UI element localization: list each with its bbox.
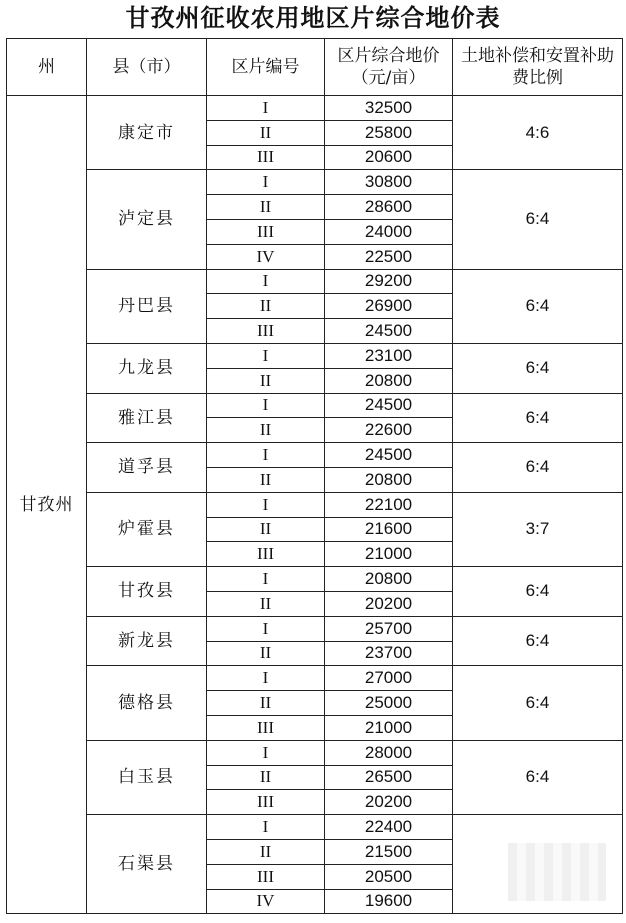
price-cell: 21500 <box>325 839 453 864</box>
county-cell: 泸定县 <box>87 170 207 269</box>
price-cell: 21000 <box>325 542 453 567</box>
ratio-cell: 3:7 <box>453 492 623 566</box>
zone-number-cell: II <box>207 591 325 616</box>
ratio-cell: 6:4 <box>453 443 623 493</box>
table-row <box>7 96 623 121</box>
table-row <box>7 170 623 195</box>
zone-number-cell: II <box>207 691 325 716</box>
price-cell: 21600 <box>325 517 453 542</box>
table-row <box>7 567 623 592</box>
county-cell: 道孚县 <box>87 443 207 493</box>
zone-number-cell: IV <box>207 889 325 914</box>
zone-number-cell: II <box>207 467 325 492</box>
zone-number-cell: I <box>207 343 325 368</box>
price-cell: 20600 <box>325 145 453 170</box>
zone-number-cell: I <box>207 170 325 195</box>
price-cell: 27000 <box>325 666 453 691</box>
county-cell: 康定市 <box>87 96 207 170</box>
price-cell: 19600 <box>325 889 453 914</box>
header-zone-no: 区片编号 <box>207 39 325 96</box>
price-cell: 23700 <box>325 641 453 666</box>
zone-number-cell: I <box>207 616 325 641</box>
price-cell: 24500 <box>325 443 453 468</box>
price-cell: 21000 <box>325 715 453 740</box>
zone-number-cell: III <box>207 715 325 740</box>
table-row <box>7 343 623 368</box>
ratio-cell: 6:4 <box>453 666 623 740</box>
ratio-cell: 6:4 <box>453 567 623 617</box>
zone-number-cell: III <box>207 219 325 244</box>
price-cell: 22100 <box>325 492 453 517</box>
watermark-blur <box>508 843 606 901</box>
header-price: 区片综合地价（元/亩） <box>325 39 453 96</box>
zone-number-cell: IV <box>207 244 325 269</box>
land-price-table <box>6 38 623 914</box>
ratio-cell: 6:4 <box>453 170 623 269</box>
table-row <box>7 740 623 765</box>
zone-number-cell: III <box>207 145 325 170</box>
zone-number-cell: I <box>207 443 325 468</box>
header-row <box>7 39 623 96</box>
zone-number-cell: II <box>207 368 325 393</box>
table-row <box>7 393 623 418</box>
price-cell: 22500 <box>325 244 453 269</box>
zone-number-cell: III <box>207 542 325 567</box>
header-prefecture: 州 <box>7 39 87 96</box>
price-cell: 20200 <box>325 790 453 815</box>
table-row <box>7 815 623 840</box>
table-row <box>7 492 623 517</box>
zone-number-cell: III <box>207 319 325 344</box>
page-title: 甘孜州征收农用地区片综合地价表 <box>125 3 501 32</box>
price-cell: 25700 <box>325 616 453 641</box>
table-row <box>7 666 623 691</box>
price-cell: 24000 <box>325 219 453 244</box>
ratio-cell: 6:4 <box>453 343 623 393</box>
ratio-cell: 4:6 <box>453 96 623 170</box>
county-cell: 德格县 <box>87 666 207 740</box>
zone-number-cell: III <box>207 864 325 889</box>
header-county: 县（市） <box>87 39 207 96</box>
ratio-cell: 6:4 <box>453 269 623 343</box>
table-row <box>7 269 623 294</box>
county-cell: 丹巴县 <box>87 269 207 343</box>
zone-number-cell: I <box>207 96 325 121</box>
zone-number-cell: I <box>207 666 325 691</box>
table-body <box>7 96 623 914</box>
price-cell: 22600 <box>325 418 453 443</box>
price-cell: 24500 <box>325 393 453 418</box>
price-cell: 28600 <box>325 195 453 220</box>
price-cell: 26900 <box>325 294 453 319</box>
price-cell: 25800 <box>325 120 453 145</box>
ratio-cell: 6:4 <box>453 393 623 443</box>
price-cell: 20500 <box>325 864 453 889</box>
county-cell: 九龙县 <box>87 343 207 393</box>
price-cell: 20800 <box>325 567 453 592</box>
ratio-cell: 6:4 <box>453 740 623 814</box>
zone-number-cell: II <box>207 195 325 220</box>
ratio-cell: 6:4 <box>453 616 623 666</box>
zone-number-cell: II <box>207 120 325 145</box>
county-cell: 新龙县 <box>87 616 207 666</box>
zone-number-cell: I <box>207 740 325 765</box>
zone-number-cell: II <box>207 517 325 542</box>
prefecture-cell: 甘孜州 <box>7 96 87 914</box>
zone-number-cell: I <box>207 269 325 294</box>
price-cell: 20200 <box>325 591 453 616</box>
price-cell: 32500 <box>325 96 453 121</box>
zone-number-cell: I <box>207 567 325 592</box>
county-cell: 雅江县 <box>87 393 207 443</box>
county-cell: 甘孜县 <box>87 567 207 617</box>
zone-number-cell: II <box>207 294 325 319</box>
zone-number-cell: II <box>207 839 325 864</box>
price-cell: 20800 <box>325 368 453 393</box>
price-cell: 23100 <box>325 343 453 368</box>
price-cell: 28000 <box>325 740 453 765</box>
zone-number-cell: III <box>207 790 325 815</box>
zone-number-cell: II <box>207 418 325 443</box>
table-row <box>7 443 623 468</box>
zone-number-cell: I <box>207 815 325 840</box>
price-cell: 22400 <box>325 815 453 840</box>
header-ratio: 土地补偿和安置补助费比例 <box>453 39 623 96</box>
county-cell: 白玉县 <box>87 740 207 814</box>
price-cell: 20800 <box>325 467 453 492</box>
zone-number-cell: II <box>207 765 325 790</box>
price-cell: 24500 <box>325 319 453 344</box>
zone-number-cell: I <box>207 393 325 418</box>
county-cell: 石渠县 <box>87 815 207 914</box>
county-cell: 炉霍县 <box>87 492 207 566</box>
price-cell: 30800 <box>325 170 453 195</box>
zone-number-cell: II <box>207 641 325 666</box>
price-cell: 25000 <box>325 691 453 716</box>
price-cell: 29200 <box>325 269 453 294</box>
price-cell: 26500 <box>325 765 453 790</box>
table-row <box>7 616 623 641</box>
zone-number-cell: I <box>207 492 325 517</box>
